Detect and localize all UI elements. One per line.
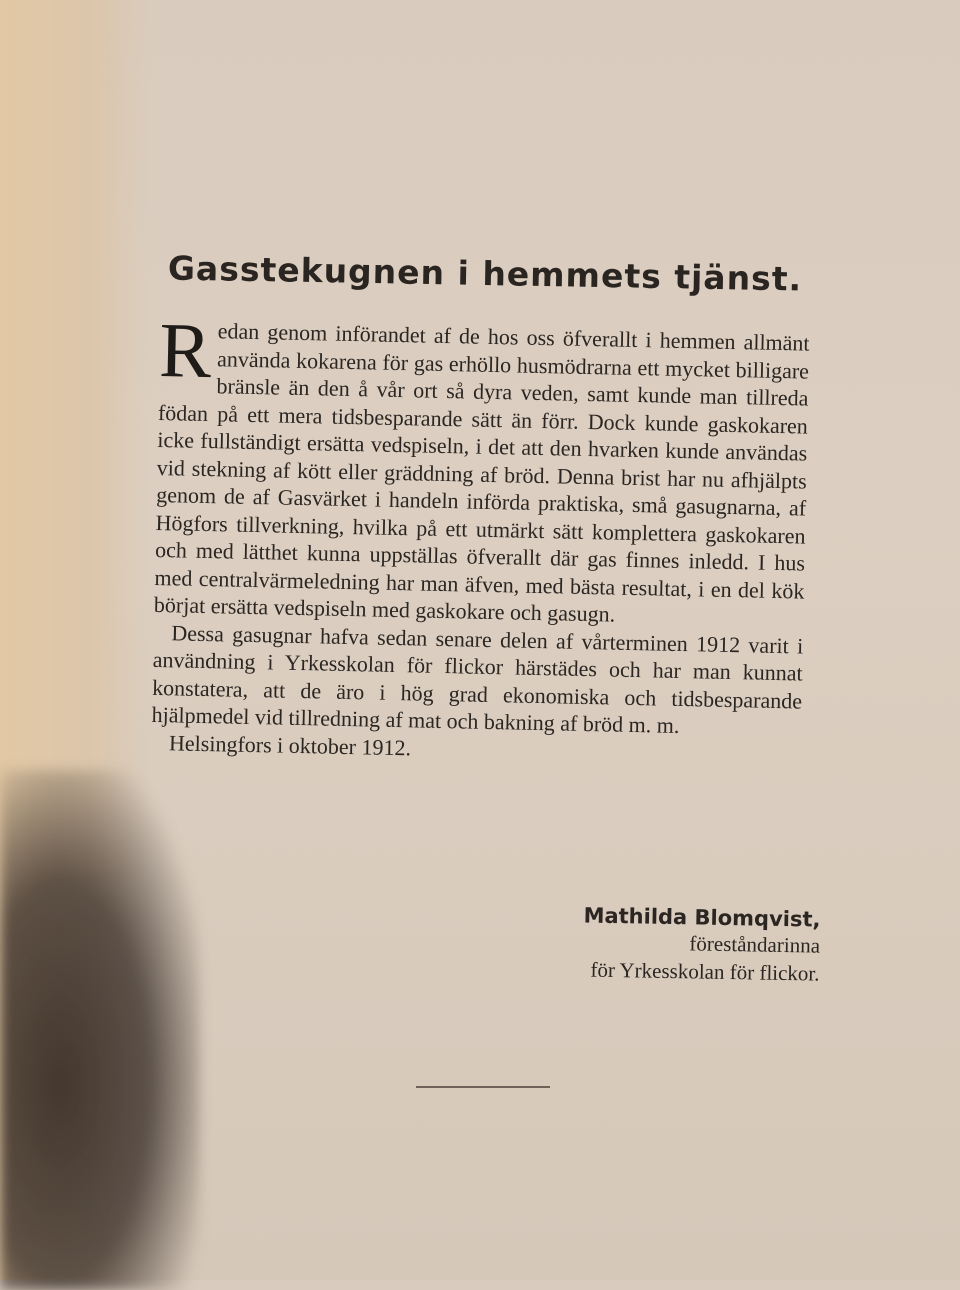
- signature-role: föreståndarinna: [689, 931, 821, 958]
- paragraph-1: [153, 306, 810, 632]
- signature-block: [519, 902, 820, 987]
- closing-rule: [416, 1086, 550, 1088]
- drop-cap: R: [158, 306, 213, 395]
- hand-shadow: [0, 770, 200, 1290]
- body-text: [151, 306, 810, 770]
- signature-name: Mathilda Blomqvist,: [583, 903, 821, 932]
- page-title: Gasstekugnen i hemmets tjänst.: [167, 248, 803, 299]
- place-date-line: Helsingfors i oktober 1912.: [168, 729, 412, 760]
- paragraph-1-text: edan genom införandet af de hos oss öfverallt i hemmen allmänt använda kokarena för gas erhöllo husmödrarna ett mycket billigare bränsle än den å vår ort så dyra veden, samt kunde man tillreda födan på ett mera tidsbesparande sätt än förr. Dock kunde gaskokaren icke fullständigt ersätta vedspiseln, i det att den hvarken kunde användas vid stekning af kött eller gräddning af bröd. Denna brist har nu afhjälpts genom de af Gasvärket i handeln införda praktiska, små gasugnarna, af Högfors tillverkning, hvilka på ett utmärkt sätt komplettera gaskokaren och med lätthet kunna uppställas öfverallt där gas finnes inledd. I hus med centralvärmeledning har man äfven, med bästa resultat, i en del kök börjat ersätta vedspiseln med gaskokare och gasugn.: [153, 318, 810, 627]
- paragraph-2: Dessa gasugnar hafva sedan senare delen af vårterminen 1912 varit i användning i Yrkesskolan för flickor härstädes och har man kunnat konstatera, att de äro i hög grad ekonomiska och tidsbesparande hjälpmedel vid tillredning af mat och bakning af bröd m. m.: [151, 619, 804, 738]
- signature-institution: för Yrkesskolan för flickor.: [590, 957, 820, 986]
